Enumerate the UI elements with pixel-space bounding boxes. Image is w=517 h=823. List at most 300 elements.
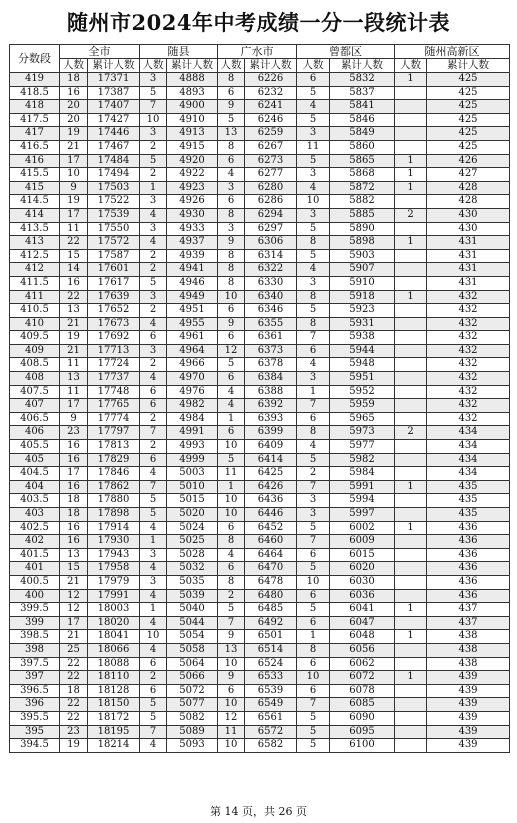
hightech-cumulative-cell: 435 <box>427 494 510 508</box>
guangshui-people-cell: 1 <box>218 412 245 426</box>
suixian-cumulative-cell: 4923 <box>167 181 218 195</box>
guangshui-cumulative-cell: 6306 <box>245 236 297 250</box>
suixian-people-cell: 10 <box>140 113 167 127</box>
suixian-cumulative-cell: 4993 <box>167 440 218 454</box>
guangshui-cumulative-cell: 6232 <box>245 86 297 100</box>
city-people-cell: 22 <box>60 236 88 250</box>
zengdu-people-cell: 4 <box>297 358 330 372</box>
hightech-people-cell <box>395 385 427 399</box>
city-people-cell: 22 <box>60 290 88 304</box>
hightech-people-cell <box>395 684 427 698</box>
guangshui-people-cell: 13 <box>218 127 245 141</box>
page-footer: 第 14 页，共 26 页 <box>210 805 307 818</box>
region-header-suixian: 随县 <box>140 45 218 59</box>
score-cell: 414.5 <box>10 195 60 209</box>
suixian-people-cell: 3 <box>140 290 167 304</box>
score-cell: 419 <box>10 73 60 87</box>
city-people-cell: 21 <box>60 575 88 589</box>
guangshui-cumulative-cell: 6452 <box>245 521 297 535</box>
people-header: 人数 <box>140 59 167 73</box>
guangshui-people-cell: 8 <box>218 208 245 222</box>
table-row <box>10 86 510 100</box>
guangshui-cumulative-cell: 6286 <box>245 195 297 209</box>
cumulative-header: 累计人数 <box>245 59 297 73</box>
hightech-people-cell <box>395 412 427 426</box>
zengdu-cumulative-cell: 5872 <box>330 181 395 195</box>
score-cell: 397.5 <box>10 657 60 671</box>
score-cell: 402.5 <box>10 521 60 535</box>
zengdu-people-cell: 5 <box>297 86 330 100</box>
zengdu-people-cell: 5 <box>297 711 330 725</box>
zengdu-people-cell: 5 <box>297 249 330 263</box>
zengdu-cumulative-cell: 6047 <box>330 616 395 630</box>
city-cumulative-cell: 18088 <box>88 657 140 671</box>
hightech-cumulative-cell: 438 <box>427 643 510 657</box>
suixian-cumulative-cell: 4941 <box>167 263 218 277</box>
people-header: 人数 <box>60 59 88 73</box>
score-cell: 399 <box>10 616 60 630</box>
city-cumulative-cell: 17797 <box>88 426 140 440</box>
suixian-people-cell: 1 <box>140 181 167 195</box>
city-cumulative-cell: 17371 <box>88 73 140 87</box>
zengdu-cumulative-cell: 5849 <box>330 127 395 141</box>
zengdu-cumulative-cell: 6036 <box>330 589 395 603</box>
region-header-guangshui: 广水市 <box>218 45 297 59</box>
region-header-zengdu: 曾都区 <box>297 45 395 59</box>
suixian-cumulative-cell: 5020 <box>167 508 218 522</box>
zengdu-people-cell: 5 <box>297 603 330 617</box>
suixian-people-cell: 6 <box>140 385 167 399</box>
hightech-cumulative-cell: 428 <box>427 195 510 209</box>
zengdu-cumulative-cell: 5860 <box>330 140 395 154</box>
suixian-people-cell: 4 <box>140 467 167 481</box>
table-row <box>10 711 510 725</box>
score-cell: 401.5 <box>10 548 60 562</box>
suixian-people-cell: 4 <box>140 317 167 331</box>
suixian-cumulative-cell: 5028 <box>167 548 218 562</box>
hightech-cumulative-cell: 425 <box>427 86 510 100</box>
table-row <box>10 671 510 685</box>
zengdu-cumulative-cell: 5982 <box>330 453 395 467</box>
guangshui-people-cell: 10 <box>218 494 245 508</box>
hightech-people-cell <box>395 562 427 576</box>
city-cumulative-cell: 17673 <box>88 317 140 331</box>
header-row-regions <box>10 45 510 59</box>
zengdu-people-cell: 1 <box>297 385 330 399</box>
zengdu-cumulative-cell: 5973 <box>330 426 395 440</box>
table-row <box>10 440 510 454</box>
zengdu-people-cell: 6 <box>297 73 330 87</box>
city-cumulative-cell: 17387 <box>88 86 140 100</box>
score-cell: 401 <box>10 562 60 576</box>
table-row <box>10 154 510 168</box>
zengdu-cumulative-cell: 6095 <box>330 725 395 739</box>
guangshui-people-cell: 1 <box>218 480 245 494</box>
score-cell: 405.5 <box>10 440 60 454</box>
suixian-people-cell: 5 <box>140 711 167 725</box>
hightech-cumulative-cell: 434 <box>427 453 510 467</box>
score-cell: 411 <box>10 290 60 304</box>
guangshui-people-cell: 13 <box>218 643 245 657</box>
suixian-cumulative-cell: 4926 <box>167 195 218 209</box>
table-row <box>10 698 510 712</box>
city-cumulative-cell: 17846 <box>88 467 140 481</box>
suixian-people-cell: 4 <box>140 616 167 630</box>
table-row <box>10 127 510 141</box>
city-people-cell: 22 <box>60 671 88 685</box>
score-cell: 399.5 <box>10 603 60 617</box>
city-people-cell: 19 <box>60 331 88 345</box>
zengdu-people-cell: 8 <box>297 643 330 657</box>
zengdu-people-cell: 7 <box>297 331 330 345</box>
score-cell: 398 <box>10 643 60 657</box>
suixian-cumulative-cell: 4915 <box>167 140 218 154</box>
zengdu-people-cell: 7 <box>297 399 330 413</box>
zengdu-cumulative-cell: 6072 <box>330 671 395 685</box>
suixian-people-cell: 6 <box>140 399 167 413</box>
city-cumulative-cell: 17774 <box>88 412 140 426</box>
table-row <box>10 630 510 644</box>
hightech-cumulative-cell: 435 <box>427 480 510 494</box>
table-row <box>10 562 510 576</box>
suixian-cumulative-cell: 4893 <box>167 86 218 100</box>
score-cell: 416.5 <box>10 140 60 154</box>
city-people-cell: 17 <box>60 154 88 168</box>
guangshui-people-cell: 4 <box>218 399 245 413</box>
score-cell: 411.5 <box>10 276 60 290</box>
suixian-people-cell: 2 <box>140 440 167 454</box>
hightech-people-cell <box>395 467 427 481</box>
suixian-people-cell: 3 <box>140 344 167 358</box>
guangshui-people-cell: 8 <box>218 276 245 290</box>
city-cumulative-cell: 18003 <box>88 603 140 617</box>
zengdu-people-cell: 3 <box>297 494 330 508</box>
zengdu-people-cell: 8 <box>297 236 330 250</box>
header-row-columns <box>10 59 510 73</box>
city-cumulative-cell: 17813 <box>88 440 140 454</box>
table-row <box>10 317 510 331</box>
city-people-cell: 18 <box>60 494 88 508</box>
table-row <box>10 426 510 440</box>
hightech-cumulative-cell: 425 <box>427 73 510 87</box>
zengdu-people-cell: 3 <box>297 508 330 522</box>
city-cumulative-cell: 17639 <box>88 290 140 304</box>
suixian-people-cell: 2 <box>140 249 167 263</box>
suixian-people-cell: 3 <box>140 195 167 209</box>
hightech-cumulative-cell: 428 <box>427 181 510 195</box>
table-row <box>10 100 510 114</box>
table-row <box>10 344 510 358</box>
hightech-people-cell <box>395 249 427 263</box>
guangshui-people-cell: 10 <box>218 440 245 454</box>
zengdu-people-cell: 7 <box>297 480 330 494</box>
city-cumulative-cell: 17880 <box>88 494 140 508</box>
city-cumulative-cell: 17601 <box>88 263 140 277</box>
suixian-people-cell: 3 <box>140 548 167 562</box>
suixian-people-cell: 5 <box>140 276 167 290</box>
hightech-cumulative-cell: 439 <box>427 671 510 685</box>
suixian-people-cell: 6 <box>140 657 167 671</box>
city-cumulative-cell: 18214 <box>88 739 140 753</box>
guangshui-people-cell: 6 <box>218 331 245 345</box>
hightech-people-cell <box>395 344 427 358</box>
table-row <box>10 399 510 413</box>
hightech-people-cell <box>395 440 427 454</box>
city-cumulative-cell: 17407 <box>88 100 140 114</box>
guangshui-people-cell: 4 <box>218 548 245 562</box>
hightech-cumulative-cell: 430 <box>427 222 510 236</box>
guangshui-cumulative-cell: 6384 <box>245 372 297 386</box>
score-cell: 408 <box>10 372 60 386</box>
city-people-cell: 18 <box>60 73 88 87</box>
cumulative-header: 累计人数 <box>427 59 510 73</box>
hightech-cumulative-cell: 437 <box>427 603 510 617</box>
city-cumulative-cell: 18041 <box>88 630 140 644</box>
guangshui-cumulative-cell: 6393 <box>245 412 297 426</box>
hightech-cumulative-cell: 432 <box>427 385 510 399</box>
guangshui-cumulative-cell: 6259 <box>245 127 297 141</box>
score-cell: 394.5 <box>10 739 60 753</box>
suixian-cumulative-cell: 4913 <box>167 127 218 141</box>
guangshui-cumulative-cell: 6436 <box>245 494 297 508</box>
table-row <box>10 276 510 290</box>
zengdu-people-cell: 6 <box>297 412 330 426</box>
table-row <box>10 467 510 481</box>
city-people-cell: 13 <box>60 548 88 562</box>
suixian-cumulative-cell: 5054 <box>167 630 218 644</box>
city-people-cell: 17 <box>60 616 88 630</box>
suixian-people-cell: 2 <box>140 412 167 426</box>
people-header: 人数 <box>297 59 330 73</box>
score-cell: 398.5 <box>10 630 60 644</box>
score-cell: 413 <box>10 236 60 250</box>
hightech-cumulative-cell: 431 <box>427 276 510 290</box>
table-row <box>10 385 510 399</box>
zengdu-cumulative-cell: 5907 <box>330 263 395 277</box>
city-people-cell: 23 <box>60 426 88 440</box>
guangshui-people-cell: 8 <box>218 140 245 154</box>
table-row <box>10 684 510 698</box>
guangshui-cumulative-cell: 6392 <box>245 399 297 413</box>
hightech-cumulative-cell: 432 <box>427 331 510 345</box>
zengdu-people-cell: 3 <box>297 168 330 182</box>
table-row <box>10 412 510 426</box>
hightech-people-cell <box>395 276 427 290</box>
zengdu-people-cell: 8 <box>297 426 330 440</box>
city-people-cell: 10 <box>60 168 88 182</box>
zengdu-people-cell: 5 <box>297 739 330 753</box>
hightech-cumulative-cell: 439 <box>427 698 510 712</box>
zengdu-cumulative-cell: 5882 <box>330 195 395 209</box>
guangshui-people-cell: 9 <box>218 671 245 685</box>
zengdu-people-cell: 8 <box>297 317 330 331</box>
hightech-people-cell <box>395 575 427 589</box>
city-people-cell: 25 <box>60 643 88 657</box>
hightech-people-cell <box>395 453 427 467</box>
suixian-cumulative-cell: 4949 <box>167 290 218 304</box>
city-cumulative-cell: 17765 <box>88 399 140 413</box>
suixian-cumulative-cell: 4937 <box>167 236 218 250</box>
guangshui-cumulative-cell: 6273 <box>245 154 297 168</box>
city-cumulative-cell: 18128 <box>88 684 140 698</box>
zengdu-people-cell: 4 <box>297 263 330 277</box>
score-cell: 410.5 <box>10 304 60 318</box>
guangshui-people-cell: 9 <box>218 100 245 114</box>
guangshui-people-cell: 10 <box>218 698 245 712</box>
guangshui-people-cell: 6 <box>218 684 245 698</box>
score-cell: 406 <box>10 426 60 440</box>
suixian-cumulative-cell: 5024 <box>167 521 218 535</box>
guangshui-cumulative-cell: 6561 <box>245 711 297 725</box>
guangshui-people-cell: 10 <box>218 739 245 753</box>
zengdu-cumulative-cell: 6048 <box>330 630 395 644</box>
zengdu-cumulative-cell: 5984 <box>330 467 395 481</box>
suixian-people-cell: 5 <box>140 86 167 100</box>
city-people-cell: 20 <box>60 100 88 114</box>
score-header: 分数段 <box>10 45 60 73</box>
suixian-cumulative-cell: 4939 <box>167 249 218 263</box>
guangshui-cumulative-cell: 6514 <box>245 643 297 657</box>
city-cumulative-cell: 17829 <box>88 453 140 467</box>
suixian-people-cell: 2 <box>140 358 167 372</box>
suixian-cumulative-cell: 5064 <box>167 657 218 671</box>
city-people-cell: 9 <box>60 412 88 426</box>
guangshui-cumulative-cell: 6226 <box>245 73 297 87</box>
suixian-cumulative-cell: 4930 <box>167 208 218 222</box>
zengdu-people-cell: 10 <box>297 195 330 209</box>
zengdu-cumulative-cell: 6002 <box>330 521 395 535</box>
city-cumulative-cell: 17991 <box>88 589 140 603</box>
zengdu-people-cell: 5 <box>297 154 330 168</box>
suixian-cumulative-cell: 5010 <box>167 480 218 494</box>
city-cumulative-cell: 17484 <box>88 154 140 168</box>
zengdu-cumulative-cell: 5951 <box>330 372 395 386</box>
suixian-cumulative-cell: 5058 <box>167 643 218 657</box>
guangshui-people-cell: 6 <box>218 195 245 209</box>
city-people-cell: 18 <box>60 684 88 698</box>
city-cumulative-cell: 17862 <box>88 480 140 494</box>
score-cell: 415 <box>10 181 60 195</box>
zengdu-cumulative-cell: 6085 <box>330 698 395 712</box>
zengdu-people-cell: 3 <box>297 127 330 141</box>
zengdu-people-cell: 5 <box>297 725 330 739</box>
city-people-cell: 16 <box>60 86 88 100</box>
city-cumulative-cell: 17503 <box>88 181 140 195</box>
table-row <box>10 140 510 154</box>
hightech-people-cell <box>395 100 427 114</box>
guangshui-people-cell: 10 <box>218 290 245 304</box>
guangshui-cumulative-cell: 6460 <box>245 535 297 549</box>
city-cumulative-cell: 17587 <box>88 249 140 263</box>
city-people-cell: 19 <box>60 195 88 209</box>
guangshui-people-cell: 6 <box>218 521 245 535</box>
zengdu-cumulative-cell: 5952 <box>330 385 395 399</box>
hightech-people-cell: 1 <box>395 603 427 617</box>
city-cumulative-cell: 18020 <box>88 616 140 630</box>
suixian-people-cell: 2 <box>140 263 167 277</box>
hightech-cumulative-cell: 432 <box>427 412 510 426</box>
suixian-cumulative-cell: 4900 <box>167 100 218 114</box>
hightech-people-cell: 1 <box>395 630 427 644</box>
zengdu-people-cell: 3 <box>297 372 330 386</box>
score-cell: 396.5 <box>10 684 60 698</box>
guangshui-people-cell: 9 <box>218 630 245 644</box>
suixian-people-cell: 1 <box>140 603 167 617</box>
guangshui-cumulative-cell: 6409 <box>245 440 297 454</box>
suixian-cumulative-cell: 4922 <box>167 168 218 182</box>
hightech-people-cell <box>395 589 427 603</box>
guangshui-people-cell: 10 <box>218 508 245 522</box>
suixian-cumulative-cell: 4966 <box>167 358 218 372</box>
zengdu-cumulative-cell: 5977 <box>330 440 395 454</box>
suixian-people-cell: 7 <box>140 100 167 114</box>
hightech-cumulative-cell: 434 <box>427 426 510 440</box>
score-cell: 404 <box>10 480 60 494</box>
suixian-cumulative-cell: 5003 <box>167 467 218 481</box>
zengdu-people-cell: 10 <box>297 575 330 589</box>
hightech-cumulative-cell: 431 <box>427 249 510 263</box>
suixian-cumulative-cell: 4910 <box>167 113 218 127</box>
city-cumulative-cell: 17522 <box>88 195 140 209</box>
city-people-cell: 16 <box>60 535 88 549</box>
hightech-cumulative-cell: 434 <box>427 467 510 481</box>
zengdu-cumulative-cell: 5944 <box>330 344 395 358</box>
table-row <box>10 521 510 535</box>
city-people-cell: 18 <box>60 508 88 522</box>
hightech-cumulative-cell: 436 <box>427 589 510 603</box>
guangshui-people-cell: 6 <box>218 372 245 386</box>
suixian-people-cell: 4 <box>140 562 167 576</box>
suixian-people-cell: 4 <box>140 208 167 222</box>
zengdu-people-cell: 5 <box>297 304 330 318</box>
zengdu-people-cell: 5 <box>297 453 330 467</box>
city-people-cell: 9 <box>60 181 88 195</box>
score-cell: 418 <box>10 100 60 114</box>
table-row <box>10 589 510 603</box>
zengdu-people-cell: 7 <box>297 535 330 549</box>
hightech-people-cell <box>395 616 427 630</box>
score-cell: 418.5 <box>10 86 60 100</box>
city-people-cell: 11 <box>60 358 88 372</box>
hightech-people-cell: 1 <box>395 521 427 535</box>
suixian-cumulative-cell: 4955 <box>167 317 218 331</box>
city-people-cell: 22 <box>60 698 88 712</box>
hightech-cumulative-cell: 436 <box>427 562 510 576</box>
suixian-cumulative-cell: 4976 <box>167 385 218 399</box>
guangshui-cumulative-cell: 6414 <box>245 453 297 467</box>
hightech-people-cell <box>395 548 427 562</box>
suixian-people-cell: 3 <box>140 127 167 141</box>
zengdu-cumulative-cell: 5837 <box>330 86 395 100</box>
hightech-people-cell <box>395 725 427 739</box>
guangshui-people-cell: 6 <box>218 304 245 318</box>
hightech-people-cell: 1 <box>395 480 427 494</box>
zengdu-people-cell: 3 <box>297 208 330 222</box>
zengdu-people-cell: 6 <box>297 684 330 698</box>
hightech-people-cell <box>395 494 427 508</box>
guangshui-people-cell: 5 <box>218 358 245 372</box>
city-cumulative-cell: 17979 <box>88 575 140 589</box>
hightech-people-cell <box>395 317 427 331</box>
zengdu-cumulative-cell: 5923 <box>330 304 395 318</box>
guangshui-cumulative-cell: 6572 <box>245 725 297 739</box>
suixian-cumulative-cell: 5032 <box>167 562 218 576</box>
zengdu-cumulative-cell: 5885 <box>330 208 395 222</box>
suixian-cumulative-cell: 4888 <box>167 73 218 87</box>
zengdu-cumulative-cell: 6030 <box>330 575 395 589</box>
city-people-cell: 19 <box>60 739 88 753</box>
table-row <box>10 181 510 195</box>
